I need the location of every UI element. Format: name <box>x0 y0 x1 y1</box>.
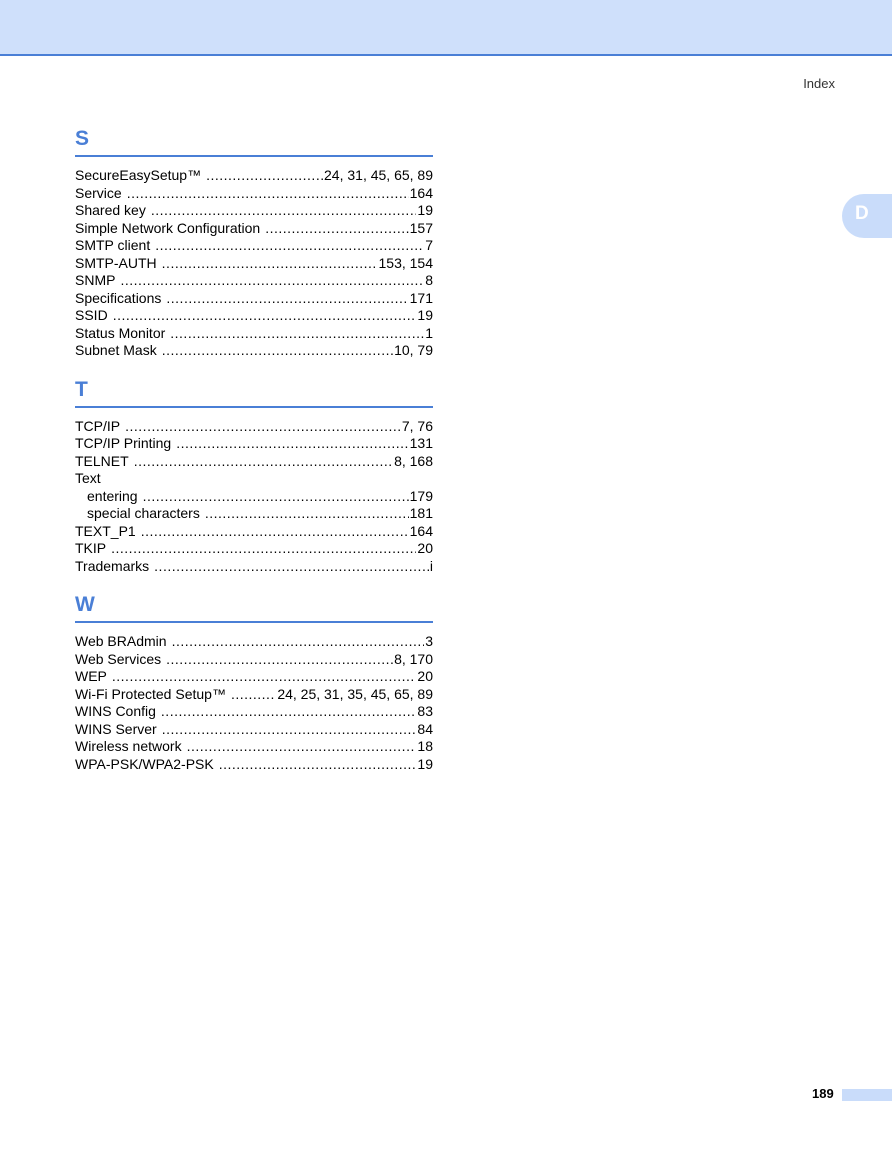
index-section-s <box>75 125 433 360</box>
index-entry-pages: 19 <box>417 202 433 218</box>
dot-leader <box>120 272 424 290</box>
index-column <box>75 125 433 773</box>
index-entry-term: SMTP-AUTH <box>75 254 157 271</box>
index-entry-term: TCP/IP Printing <box>75 435 172 451</box>
dot-leader <box>112 668 417 686</box>
index-entry-pages: 1 <box>425 324 433 341</box>
index-entry-term: Shared key <box>75 202 146 218</box>
index-entry-term: TEXT_P1 <box>75 522 136 539</box>
page-number-bar <box>842 1089 892 1101</box>
index-entry <box>75 668 433 686</box>
dot-leader <box>172 633 425 651</box>
index-entry-pages: 153, 154 <box>378 254 433 271</box>
index-entry-pages: 179 <box>409 487 433 504</box>
top-header-band <box>0 0 892 56</box>
index-entry <box>75 721 433 739</box>
page-number: 189 <box>812 1086 834 1101</box>
index-entry <box>75 202 433 220</box>
dot-leader <box>154 558 429 576</box>
index-entry-term: SecureEasySetup™ <box>75 167 202 183</box>
chapter-tab <box>842 194 892 238</box>
index-entry <box>75 703 433 721</box>
index-entry <box>75 651 433 669</box>
index-entry-pages: 164 <box>409 522 433 539</box>
index-entry-term: special characters <box>87 505 200 521</box>
dot-leader <box>111 540 416 558</box>
index-entry-term: WINS Server <box>75 720 157 737</box>
index-entry-term: Web BRAdmin <box>75 633 167 649</box>
index-entry-term: Specifications <box>75 289 162 306</box>
index-entry-pages: 7 <box>425 237 433 253</box>
index-entry <box>75 220 433 238</box>
index-entry <box>75 435 433 453</box>
index-entry-term: Simple Network Configuration <box>75 219 261 236</box>
index-entry <box>75 167 433 185</box>
index-entry <box>75 185 433 203</box>
index-entry-pages: 131 <box>409 435 433 451</box>
index-section-t <box>75 376 433 576</box>
index-entry-pages: 84 <box>417 720 433 737</box>
running-head: Index <box>803 76 835 91</box>
dot-leader <box>161 703 417 721</box>
dot-leader <box>127 185 409 203</box>
index-entry <box>75 738 433 756</box>
index-entry <box>75 633 433 651</box>
index-entry-term: Service <box>75 184 122 201</box>
dot-leader <box>151 202 417 220</box>
dot-leader <box>125 418 401 436</box>
dot-leader <box>205 505 409 523</box>
index-entry-term: TKIP <box>75 540 107 556</box>
section-letter-heading: T <box>75 376 433 408</box>
dot-leader <box>166 651 393 669</box>
index-entry <box>75 686 433 704</box>
index-entry-term: Web Services <box>75 650 162 667</box>
index-entry-term: WEP <box>75 668 107 684</box>
index-section-w <box>75 591 433 773</box>
index-entry-term: Wireless network <box>75 738 182 754</box>
index-entry-pages: 171 <box>409 289 433 306</box>
index-entry-pages: 164 <box>409 184 433 201</box>
index-entry <box>75 540 433 558</box>
index-entry-pages: i <box>429 557 433 574</box>
index-entry-pages: 3 <box>425 633 433 649</box>
index-subentry <box>75 505 433 523</box>
dot-leader <box>162 721 417 739</box>
index-entry <box>75 290 433 308</box>
dot-leader <box>187 738 417 756</box>
index-entry-pages: 10, 79 <box>394 342 433 358</box>
index-entry <box>75 307 433 325</box>
index-entry-term: Wi-Fi Protected Setup™ <box>75 685 226 702</box>
index-entry-pages: 19 <box>417 307 433 323</box>
index-entry-pages: 20 <box>417 668 433 684</box>
index-entry <box>75 342 433 360</box>
index-entry-pages: 8 <box>425 272 433 288</box>
index-entry-term: TCP/IP <box>75 417 121 434</box>
dot-leader <box>231 686 276 704</box>
index-entry-term: WPA-PSK/WPA2-PSK <box>75 755 214 772</box>
index-entry-pages: 157 <box>409 219 433 236</box>
dot-leader <box>176 435 408 453</box>
index-entry-heading: Text <box>75 470 101 486</box>
dot-leader <box>265 220 408 238</box>
index-entry-pages: 20 <box>417 540 433 556</box>
index-entry-pages: 8, 168 <box>394 452 433 469</box>
index-entry-pages: 19 <box>417 755 433 772</box>
dot-leader <box>134 453 393 471</box>
index-entry-term: TELNET <box>75 452 129 469</box>
index-subentry <box>75 488 433 506</box>
dot-leader <box>162 255 378 273</box>
index-sections <box>75 125 433 773</box>
chapter-tab-letter: D <box>855 203 869 224</box>
dot-leader <box>141 523 409 541</box>
index-entry-term: SSID <box>75 307 108 323</box>
index-entry <box>75 255 433 273</box>
index-entry-term: Status Monitor <box>75 324 166 341</box>
index-entry-term: entering <box>87 487 138 504</box>
index-entry-pages: 24, 31, 45, 65, 89 <box>324 167 433 183</box>
index-entry-pages: 24, 25, 31, 35, 45, 65, 89 <box>277 685 433 702</box>
index-entry-term: WINS Config <box>75 703 156 719</box>
dot-leader <box>219 756 417 774</box>
index-entry <box>75 325 433 343</box>
index-entry <box>75 523 433 541</box>
index-entry <box>75 237 433 255</box>
dot-leader <box>113 307 417 325</box>
index-entry-pages: 83 <box>417 703 433 719</box>
index-entry-term: Trademarks <box>75 557 150 574</box>
dot-leader <box>143 488 409 506</box>
dot-leader <box>166 290 408 308</box>
index-entry <box>75 418 433 436</box>
dot-leader <box>206 167 323 185</box>
index-entry-pages: 7, 76 <box>401 417 433 434</box>
index-entry-pages: 18 <box>417 738 433 754</box>
index-entry-term: SNMP <box>75 272 116 288</box>
dot-leader <box>162 342 393 360</box>
index-entry <box>75 558 433 576</box>
index-entry-term: SMTP client <box>75 237 151 253</box>
section-letter-heading: W <box>75 591 433 623</box>
index-entry <box>75 453 433 471</box>
index-entry <box>75 756 433 774</box>
index-entry-pages: 181 <box>409 505 433 521</box>
index-entry-term: Subnet Mask <box>75 342 157 358</box>
dot-leader <box>155 237 424 255</box>
dot-leader <box>170 325 424 343</box>
index-entry <box>75 272 433 290</box>
section-letter-heading: S <box>75 125 433 157</box>
index-entry-pages: 8, 170 <box>394 650 433 667</box>
